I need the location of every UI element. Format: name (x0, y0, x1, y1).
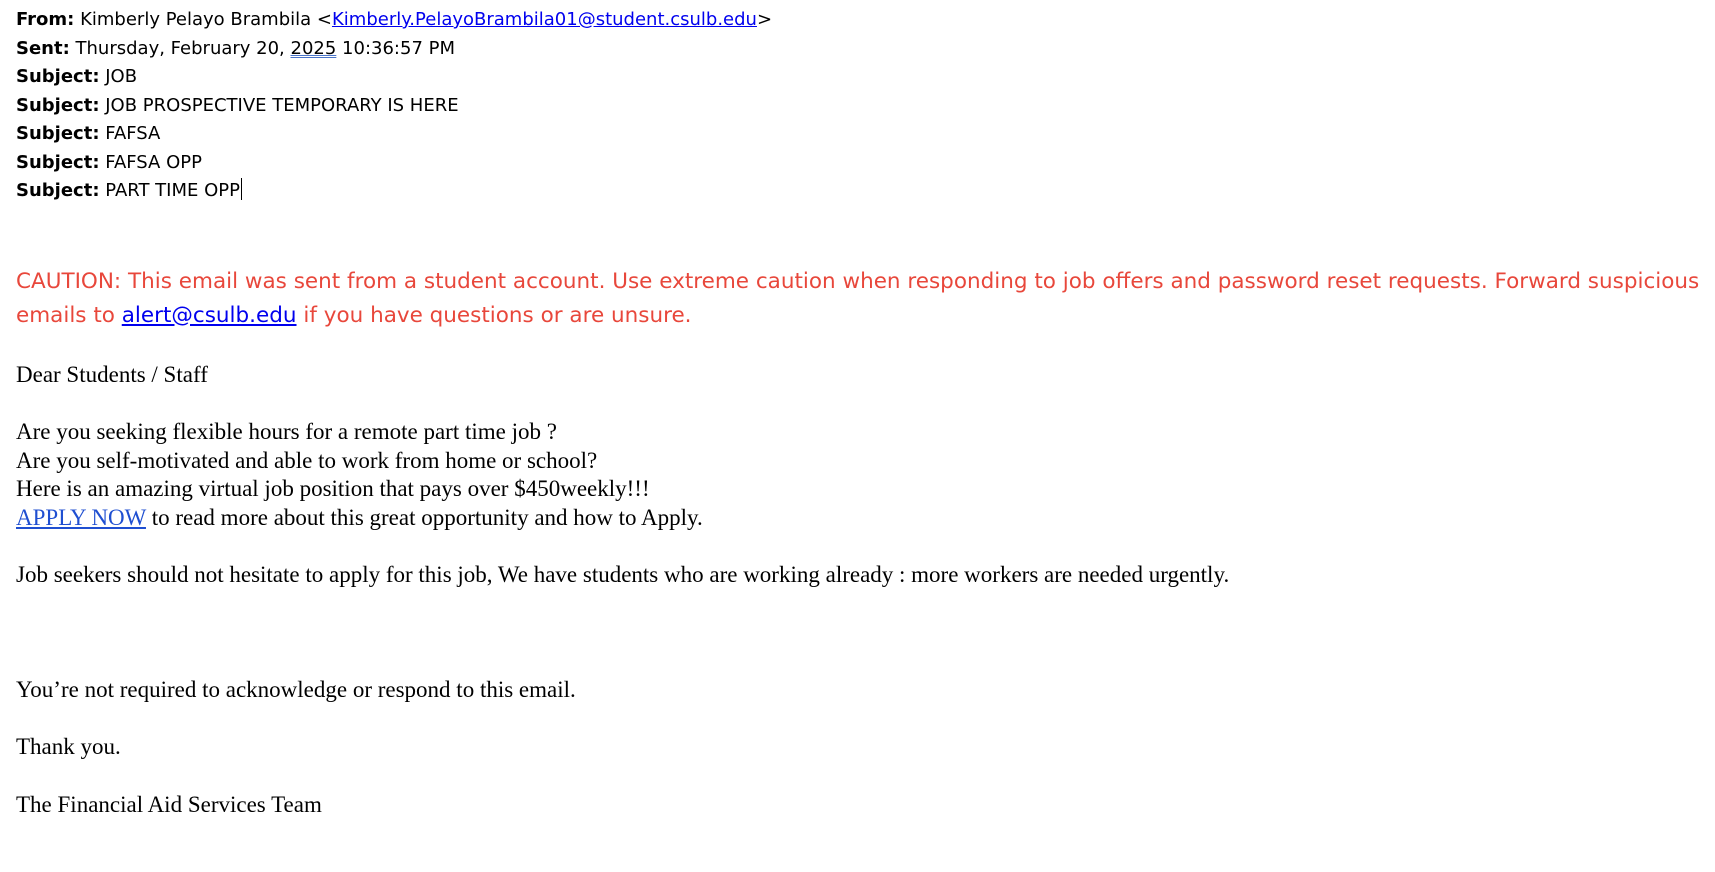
email-message (16, 6, 1706, 819)
not-required-paragraph: You’re not required to acknowledge or respond to this email. (16, 676, 576, 702)
thanks-paragraph: Thank you. (16, 734, 121, 759)
body-line: Here is an amazing virtual job position that pays over $450weekly!!! (16, 476, 650, 501)
alert-email-link[interactable]: alert@csulb.edu (121, 302, 297, 328)
caution-text-end: if you have questions or are unsure. (296, 302, 692, 328)
apply-line (16, 504, 1706, 533)
subject-row (16, 177, 1706, 206)
text-cursor (241, 178, 242, 200)
subject-value: PART TIME OPP (105, 180, 240, 201)
subject-row (16, 63, 1706, 92)
subject-value: JOB (105, 66, 138, 87)
sent-row (16, 35, 1706, 64)
seekers-paragraph: Job seekers should not hesitate to apply for this job, We have students who are working already : more workers are needed urgently. (16, 562, 1230, 587)
caution-banner (16, 265, 1706, 333)
offer-paragraph (16, 418, 1706, 532)
email-headers (16, 6, 1706, 206)
subject-row (16, 92, 1706, 121)
body-line: Are you seeking flexible hours for a remote part time job ? (16, 419, 557, 444)
subject-label: Subject: (16, 94, 100, 116)
greeting: Dear Students / Staff (16, 361, 208, 387)
from-label: From: (16, 9, 75, 30)
subject-value: JOB PROSPECTIVE TEMPORARY IS HERE (105, 94, 459, 116)
sent-date: Thursday, February 20, (75, 37, 291, 59)
from-row (16, 6, 1706, 35)
from-end: > (756, 9, 773, 30)
signature: The Financial Aid Services Team (16, 791, 322, 817)
sent-time: 10:36:57 PM (336, 37, 455, 59)
subject-row (16, 120, 1706, 149)
subject-value: FAFSA OPP (105, 151, 202, 173)
from-name: Kimberly Pelayo Brambila < (80, 9, 332, 30)
email-body (16, 361, 1706, 820)
from-email-link[interactable]: Kimberly.PelayoBrambila01@student.csulb.edu (331, 9, 757, 30)
apply-now-link[interactable]: APPLY NOW (16, 504, 146, 530)
subject-value: FAFSA (105, 123, 161, 144)
subject-label: Subject: (16, 180, 100, 201)
subject-label: Subject: (16, 151, 100, 173)
subject-label: Subject: (16, 66, 100, 87)
caution-text: CAUTION: This email was sent from a student account. Use extreme caution when responding to job offers and password reset requests. Forward suspicious emails to (16, 268, 1700, 328)
sent-year[interactable]: 2025 (290, 37, 337, 59)
body-line: Are you self-motivated and able to work from home or school? (16, 447, 598, 473)
subject-row (16, 149, 1706, 178)
apply-line-text: to read more about this great opportunity and how to Apply. (145, 504, 703, 530)
subject-label: Subject: (16, 123, 100, 144)
sent-label: Sent: (16, 37, 70, 59)
